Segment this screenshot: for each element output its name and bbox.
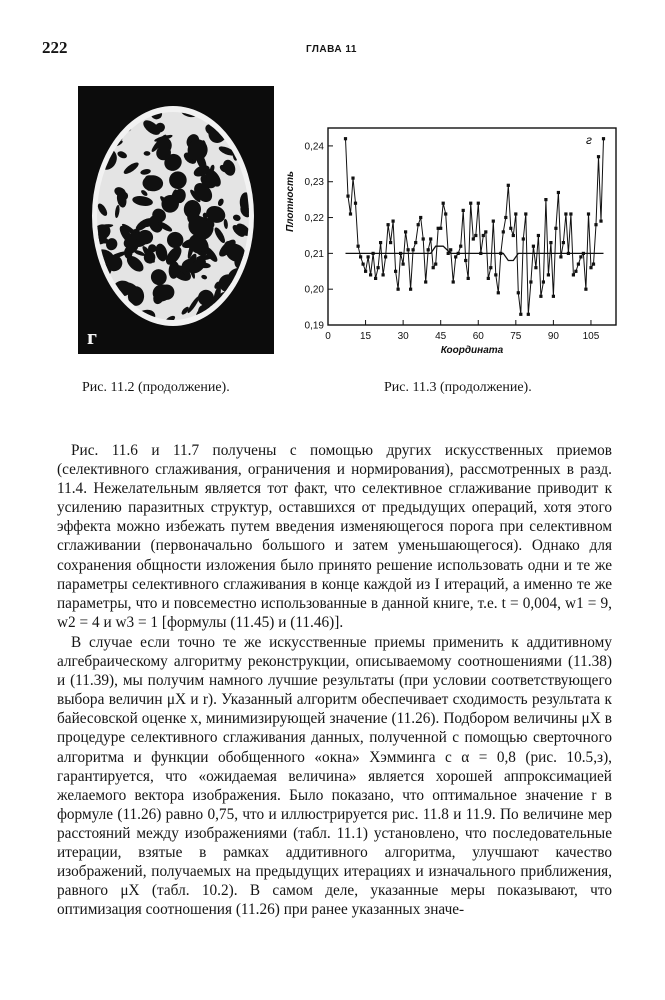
data-point [582, 252, 585, 255]
image-blob [216, 307, 238, 332]
image-blob [97, 283, 107, 292]
data-point [351, 177, 354, 180]
y-tick-label: 0,23 [304, 177, 324, 189]
data-point [374, 277, 377, 280]
image-blob [104, 117, 118, 130]
data-point [549, 241, 552, 244]
data-point [474, 234, 477, 237]
image-blob [92, 298, 104, 310]
data-point [479, 252, 482, 255]
data-point [444, 212, 447, 215]
data-point [594, 223, 597, 226]
data-point [459, 245, 462, 248]
data-point [389, 241, 392, 244]
y-axis-label: Плотность [285, 171, 296, 232]
data-point [379, 241, 382, 244]
image-blob [234, 118, 244, 129]
figure-caption-left: Рис. 11.2 (продолжение). [82, 380, 230, 395]
body-paragraph: Рис. 11.6 и 11.7 получены с помощью других искусственных приемов (селективного сглаживания, ограничения и нормирования), рассмотренных в разд. 11.4. Нежелательным является тот факт, что селективное сглаживание приводит к усилению паразитных структур, оставшихся от предыдущих операций, хотя этого эффекта можно избежать путем введения изменяющегося порога при селективном сглаживании (первоначально большого и затем уменьшающегося). Однако для сохранения общности изложения было принято решение использовать одни и те же параметры селективного сглаживания в конце каждой из I итераций, а именно те же параметры, что и повсеместно использованные в данной книге, т.е. t = 0,004, w1 = 9, w2 = 4 и w3 = 1 [формулы (11.45) и (11.46)]. [57, 442, 612, 631]
data-point [527, 313, 530, 316]
x-tick-label: 75 [510, 331, 522, 342]
data-point [357, 245, 360, 248]
x-axis-label: Координата [440, 345, 504, 356]
data-point [514, 212, 517, 215]
data-point [382, 273, 385, 276]
data-point [492, 220, 495, 223]
y-tick-label: 0,24 [304, 141, 324, 153]
figure-caption-right: Рис. 11.3 (продолжение). [384, 380, 532, 395]
data-point [457, 252, 460, 255]
running-head: ГЛАВА 11 [306, 44, 357, 55]
data-point [432, 266, 435, 269]
y-tick-label: 0,21 [304, 248, 324, 260]
data-point [477, 202, 480, 205]
x-tick-label: 0 [325, 331, 331, 342]
data-point [544, 198, 547, 201]
image-blob [100, 136, 107, 143]
data-point [412, 248, 415, 251]
data-point [572, 273, 575, 276]
data-point [362, 263, 365, 266]
data-point [429, 237, 432, 240]
density-profile-chart [276, 118, 636, 368]
data-point [482, 234, 485, 237]
data-point [487, 277, 490, 280]
data-point [512, 234, 515, 237]
data-point [454, 255, 457, 258]
data-point [349, 212, 352, 215]
data-point [387, 223, 390, 226]
data-point [577, 263, 580, 266]
data-point [499, 252, 502, 255]
data-point [367, 255, 370, 258]
data-point [529, 280, 532, 283]
data-point [467, 277, 470, 280]
data-point [392, 220, 395, 223]
data-point [504, 216, 507, 219]
data-point [507, 184, 510, 187]
data-point [557, 191, 560, 194]
data-point [517, 291, 520, 294]
data-point [409, 288, 412, 291]
chart-panel-label: г [586, 133, 592, 147]
data-point [484, 230, 487, 233]
data-point [462, 209, 465, 212]
data-point [552, 295, 555, 298]
data-point [372, 252, 375, 255]
data-point [427, 248, 430, 251]
data-point [384, 255, 387, 258]
y-tick-label: 0,20 [304, 284, 324, 296]
x-tick-label: 15 [360, 331, 372, 342]
data-point [404, 230, 407, 233]
data-point [442, 202, 445, 205]
data-point [589, 266, 592, 269]
data-point [539, 295, 542, 298]
data-point [547, 273, 550, 276]
data-point [452, 280, 455, 283]
data-point [532, 245, 535, 248]
image-blob [237, 308, 244, 315]
data-point [542, 280, 545, 283]
data-point [399, 252, 402, 255]
data-point [364, 270, 367, 273]
data-point [584, 288, 587, 291]
data-point [397, 288, 400, 291]
series-line-reconstruction [346, 139, 604, 315]
data-point [597, 155, 600, 158]
data-point [417, 223, 420, 226]
data-point [346, 195, 349, 198]
data-point [369, 273, 372, 276]
data-point [464, 259, 467, 262]
data-point [494, 273, 497, 276]
body-paragraph: В случае если точно те же искусственные приемы применить к аддитивному алгебраическому алгоритму реконструкции, описываемому соотношениями (11.38) и (11.39), мы получим намного лучшие результаты (при условии соответствующего выбора величин μX и r). Указанный алгоритм обеспечивает сходимость результата к байесовской оценке x, минимизирующей значение (11.26). Подбором величины μX в процедуре селективного сглаживания данных, полученной с помощью сверточного алгоритма и функции обобщенного «окна» Хэмминга с α = 0,8 (рис. 10.5,з), гарантируется, что «ожидаемая величина» является хорошей аппроксимацией желаемого вектора изображения. Было показано, что оптимальное значение r в формуле (11.26) равно 0,75, что и иллюстрируется рис. 11.8 и 11.9. По величине мер расстояний между изображениями (табл. 11.1) установлено, что последовательные итерации, взятые в рамках аддитивного алгоритма, улучшают качество изображений, получаемых на предыдущих итерациях и изначального приближения, равного μX (табл. 10.2). В самом деле, указанные меры показывают, что оптимизация соотношения (11.26) при ранее указанных значе- [57, 633, 612, 919]
reconstructed-image-figure [78, 86, 274, 354]
data-point [497, 291, 500, 294]
data-point [354, 202, 357, 205]
data-point [554, 227, 557, 230]
data-point [592, 263, 595, 266]
body-text [57, 441, 612, 919]
data-point [574, 270, 577, 273]
data-point [394, 270, 397, 273]
data-point [419, 216, 422, 219]
data-point [602, 137, 605, 140]
data-point [519, 313, 522, 316]
data-point [524, 212, 527, 215]
data-point [567, 252, 570, 255]
data-point [522, 237, 525, 240]
data-point [559, 255, 562, 258]
x-tick-label: 105 [582, 331, 600, 342]
data-point [434, 263, 437, 266]
data-point [439, 227, 442, 230]
x-tick-label: 45 [435, 331, 447, 342]
data-point [579, 255, 582, 258]
data-point [344, 137, 347, 140]
y-tick-label: 0,19 [304, 320, 324, 332]
data-point [509, 227, 512, 230]
data-point [402, 263, 405, 266]
data-point [424, 280, 427, 283]
y-tick-label: 0,22 [304, 213, 324, 225]
image-blob [226, 300, 239, 320]
x-tick-label: 60 [472, 331, 484, 342]
data-point [449, 248, 452, 251]
x-tick-label: 30 [397, 331, 409, 342]
data-point [569, 212, 572, 215]
figure-panel-label: г [87, 324, 97, 349]
data-point [502, 230, 505, 233]
data-point [472, 237, 475, 240]
data-point [407, 248, 410, 251]
data-point [599, 220, 602, 223]
data-point [489, 266, 492, 269]
data-point [447, 252, 450, 255]
x-tick-label: 90 [547, 331, 559, 342]
image-blob [92, 106, 104, 118]
data-point [562, 241, 565, 244]
image-blob [233, 105, 240, 117]
data-point [587, 212, 590, 215]
data-point [377, 266, 380, 269]
data-point [359, 255, 362, 258]
data-point [469, 202, 472, 205]
data-point [564, 212, 567, 215]
data-point [534, 266, 537, 269]
image-blob [95, 100, 117, 122]
data-point [422, 237, 425, 240]
page-number: 222 [42, 38, 68, 57]
data-point [537, 234, 540, 237]
data-point [414, 241, 417, 244]
